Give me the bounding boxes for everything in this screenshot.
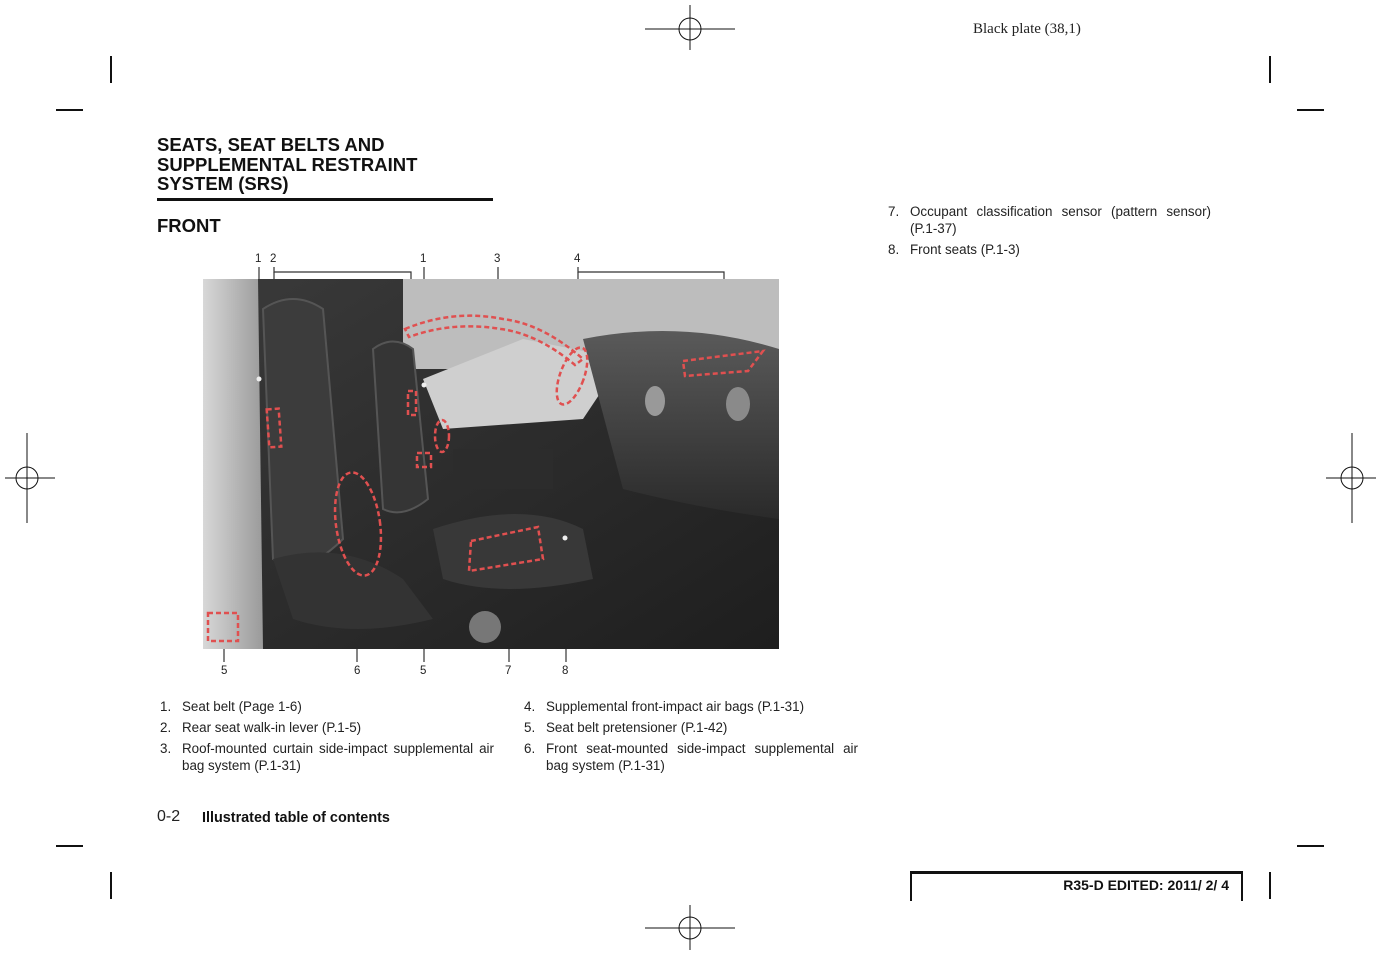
legend-item-2: 2. Rear seat walk-in lever (P.1-5) [160, 720, 362, 735]
section-title: SEATS, SEAT BELTS AND SUPPLEMENTAL RESTRAINT SYSTEM (SRS) [157, 135, 493, 201]
callout-5b: 5 [420, 665, 427, 677]
callout-8: 8 [562, 665, 569, 677]
footer-page-title: Illustrated table of contents [202, 810, 390, 826]
legend-item-7: 7. Occupant classification sensor (pattern sensor) (P.1-37) [888, 204, 1211, 236]
legend-item-3: 3. Roof-mounted curtain side-impact supplemental air bag system (P.1-31) [160, 741, 494, 773]
subheading-front: FRONT [157, 215, 221, 236]
legend-list-right [885, 203, 1211, 262]
crosshair-top-icon [645, 0, 735, 60]
callout-6: 6 [354, 665, 361, 677]
crosshair-right-icon [1326, 433, 1376, 523]
crosshair-left-icon [5, 433, 55, 523]
callout-7: 7 [505, 665, 512, 677]
callout-2: 2 [270, 253, 277, 265]
legend-list-middle [521, 698, 858, 778]
legend-item-4: 4. Supplemental front-impact air bags (P.1-31) [524, 699, 805, 714]
plate-label: Black plate (38,1) [973, 21, 1081, 37]
callout-5: 5 [221, 665, 228, 677]
edited-stamp [910, 871, 1243, 901]
legend-item-6: 6. Front seat-mounted side-impact supplemental air bag system (P.1-31) [524, 741, 858, 773]
legend-list-left [157, 698, 494, 778]
front-seats-illustration [203, 279, 779, 649]
legend-item-1: 1. Seat belt (Page 1-6) [160, 699, 302, 714]
crosshair-bottom-icon [645, 905, 735, 954]
callout-1: 1 [255, 253, 262, 265]
legend-item-8: 8. Front seats (P.1-3) [888, 242, 1020, 257]
legend-item-5: 5. Seat belt pretensioner (P.1-42) [524, 720, 728, 735]
callout-3: 3 [494, 253, 501, 265]
edited-label: R35-D EDITED: 2011/ 2/ 4 [1063, 877, 1229, 893]
callout-4: 4 [574, 253, 581, 265]
page-number: 0-2 [157, 808, 181, 825]
callout-1b: 1 [420, 253, 427, 265]
